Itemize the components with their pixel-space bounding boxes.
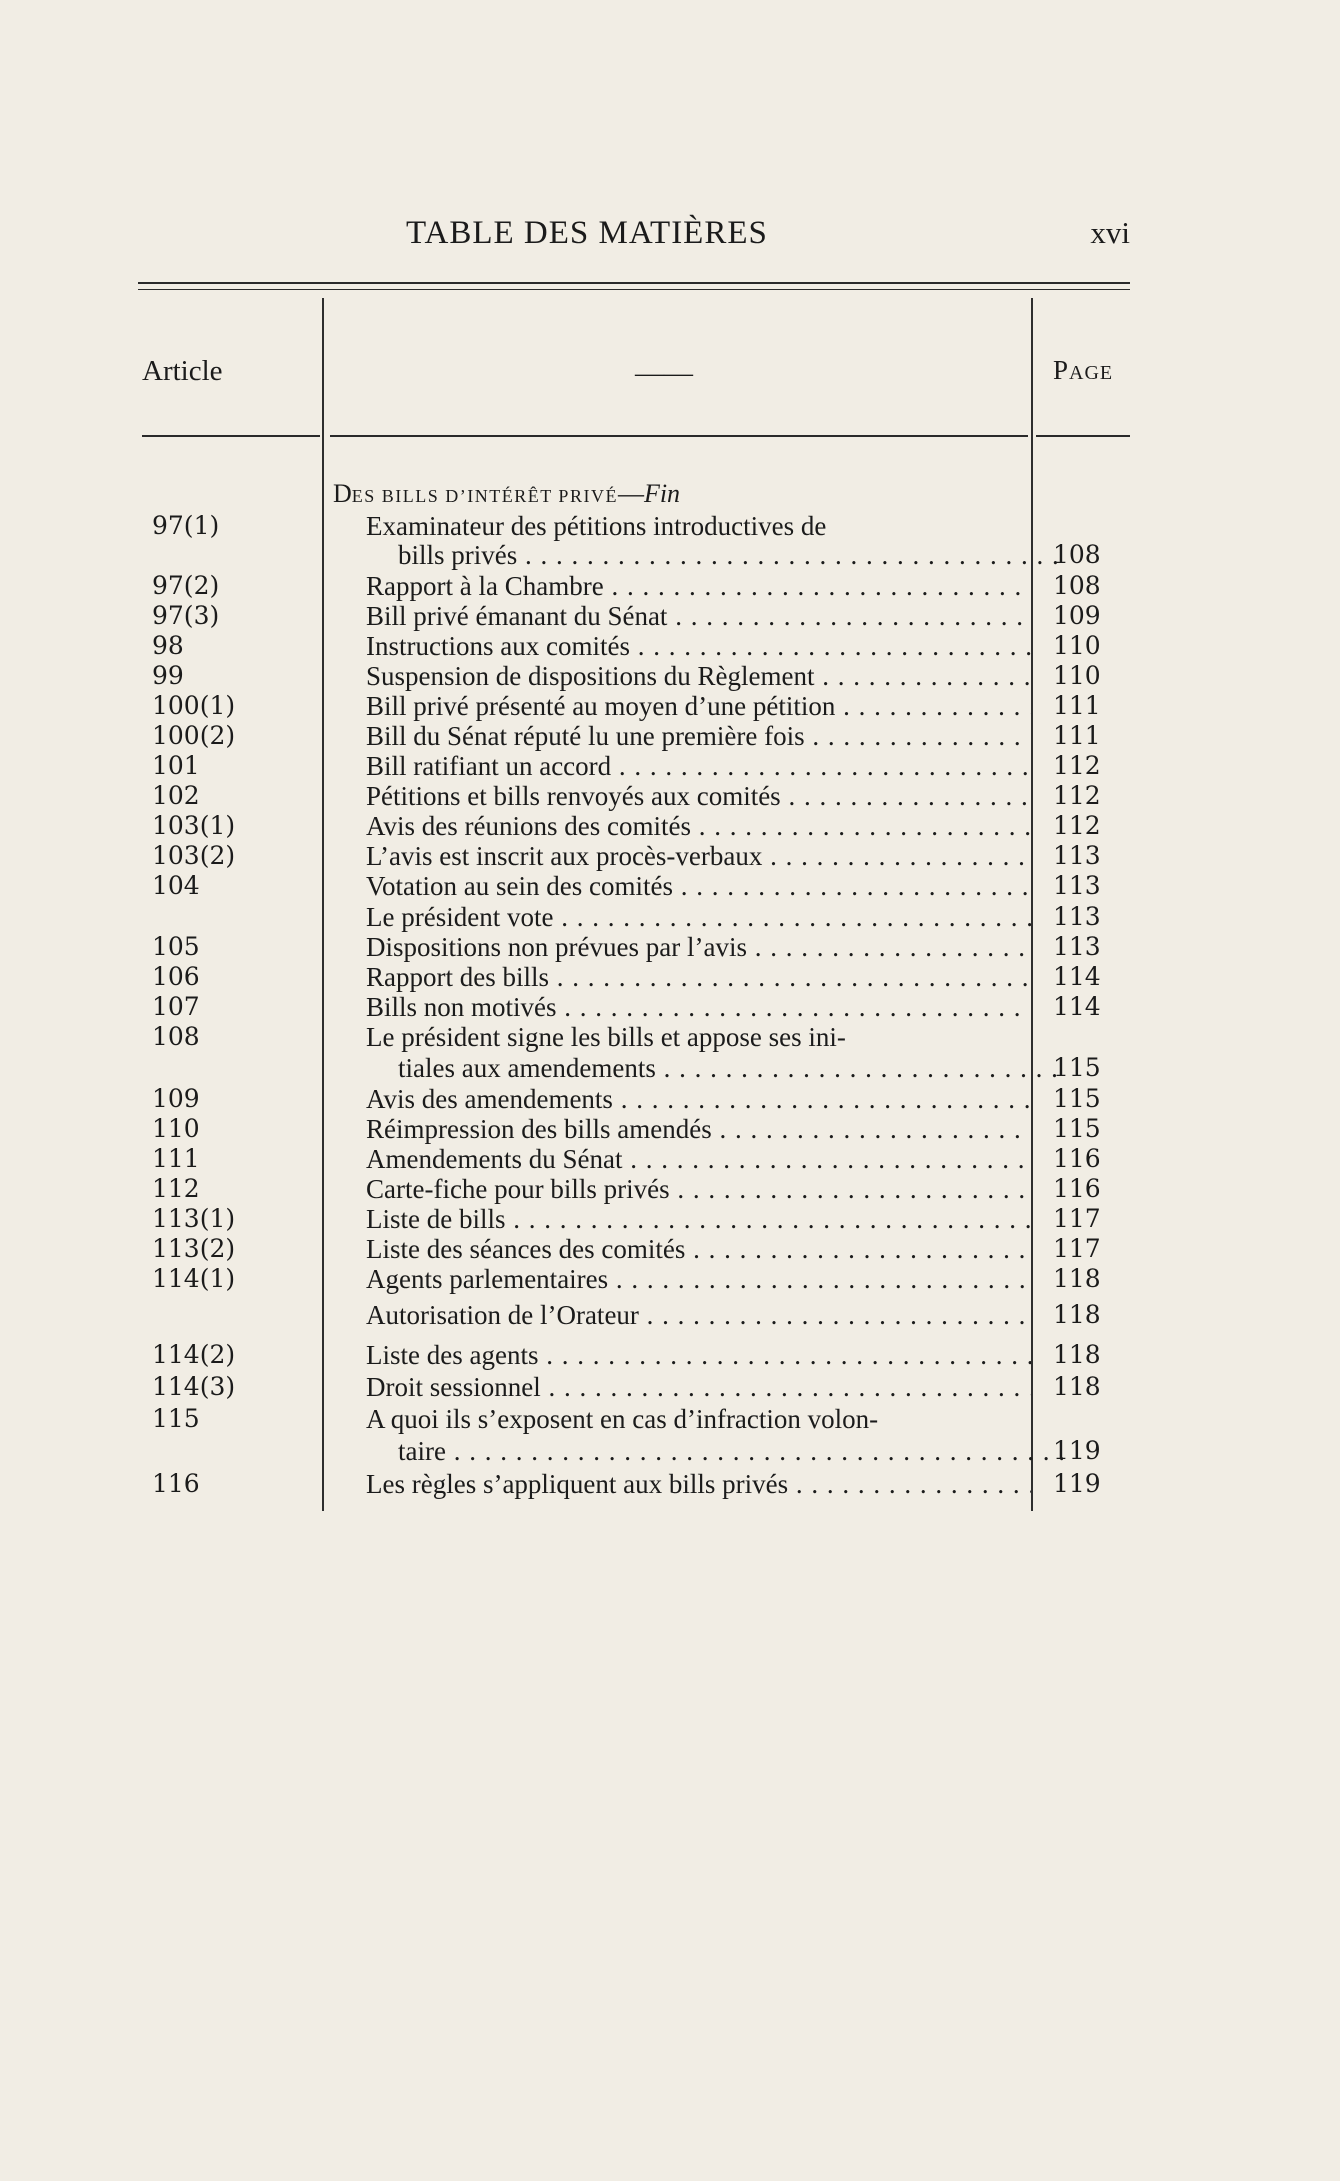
toc-article-number: 103(2) xyxy=(152,841,236,870)
toc-page-number: 112 xyxy=(1053,781,1101,810)
toc-article-number: 100(2) xyxy=(152,721,236,750)
toc-entry-title xyxy=(366,781,1031,812)
toc-entry-title xyxy=(366,1144,1031,1175)
dot-leader xyxy=(691,811,1031,841)
toc-entry-text: Autorisation de l’Orateur xyxy=(366,1300,639,1330)
toc-entry-text: bills privés xyxy=(398,540,518,570)
toc-entry-title xyxy=(366,1264,1031,1295)
toc-entry-continuation xyxy=(398,1053,1063,1084)
toc-entry-continuation xyxy=(398,540,1063,571)
toc-entry-text: Réimpression des bills amendés xyxy=(366,1114,712,1144)
toc-entry-text: Examinateur des pétitions introductives de xyxy=(366,511,827,541)
toc-entry-text: Carte-fiche pour bills privés xyxy=(366,1174,670,1204)
toc-page-number: 112 xyxy=(1053,811,1101,840)
toc-entry-title xyxy=(366,1084,1031,1115)
page-header-rest: AGE xyxy=(1069,362,1114,384)
toc-page-number: 115 xyxy=(1053,1053,1101,1082)
dot-leader xyxy=(613,1084,1031,1114)
toc-entry-title xyxy=(366,601,1031,632)
toc-page-number: 115 xyxy=(1053,1114,1101,1143)
toc-article-number: 114(2) xyxy=(152,1340,236,1369)
toc-entry-text: Liste des séances des comités xyxy=(366,1234,686,1264)
toc-page-number: 113 xyxy=(1053,841,1101,870)
toc-entry-text: Bill privé émanant du Sénat xyxy=(366,601,668,631)
toc-article-number: 113(2) xyxy=(152,1234,236,1263)
dot-leader xyxy=(805,721,1031,751)
toc-entry-text: Amendements du Sénat xyxy=(366,1144,623,1174)
section-heading-text: ES BILLS D’INTÉRÊT PRIVÉ xyxy=(351,486,618,506)
toc-article-number: 115 xyxy=(152,1404,200,1433)
toc-article-number: 100(1) xyxy=(152,691,236,720)
toc-article-number: 97(3) xyxy=(152,601,220,630)
toc-page-number: 117 xyxy=(1053,1234,1101,1263)
toc-entry-title xyxy=(366,902,1031,933)
toc-page-number: 110 xyxy=(1053,631,1101,660)
toc-page-number: 113 xyxy=(1053,902,1101,931)
page-header-initial: P xyxy=(1053,355,1070,385)
dot-leader xyxy=(747,932,1031,962)
page-number: xvi xyxy=(1090,215,1130,250)
header-double-rule xyxy=(138,282,1130,290)
toc-article-number: 113(1) xyxy=(152,1204,236,1233)
dot-leader xyxy=(667,601,1031,631)
toc-entry-continuation xyxy=(398,1436,1063,1467)
toc-page-number: 118 xyxy=(1053,1300,1101,1329)
dot-leader xyxy=(673,871,1031,901)
toc-page-number: 111 xyxy=(1053,691,1101,720)
toc-page-number: 116 xyxy=(1053,1174,1101,1203)
dot-leader xyxy=(553,902,1031,932)
toc-entry-text: Rapport à la Chambre xyxy=(366,571,604,601)
toc-entry-text: Bill ratifiant un accord xyxy=(366,751,612,781)
toc-entry-title xyxy=(366,962,1031,993)
toc-article-number: 105 xyxy=(152,932,200,961)
dot-leader xyxy=(656,1053,1063,1083)
toc-entry-text: Suspension de dispositions du Règlement xyxy=(366,661,815,691)
toc-entry-title xyxy=(366,511,1031,542)
toc-entry-title xyxy=(366,691,1031,722)
column-header-dash: —— xyxy=(635,357,693,389)
section-heading-initial: D xyxy=(333,479,352,508)
toc-entry-title xyxy=(366,871,1031,902)
toc-entry-text: Pétitions et bills renvoyés aux comités xyxy=(366,781,781,811)
column-divider-right xyxy=(1031,298,1033,1511)
toc-entry-title xyxy=(366,751,1031,782)
toc-page-number: 119 xyxy=(1053,1469,1101,1498)
toc-entry-title xyxy=(366,841,1031,872)
toc-entry-title xyxy=(366,721,1031,752)
toc-article-number: 101 xyxy=(152,751,200,780)
toc-entry-text: Liste de bills xyxy=(366,1204,506,1234)
toc-entry-title xyxy=(366,1234,1031,1265)
toc-entry-text: Instructions aux comités xyxy=(366,631,630,661)
toc-page-number: 118 xyxy=(1053,1264,1101,1293)
toc-entry-text: taire xyxy=(398,1436,446,1466)
toc-article-number: 109 xyxy=(152,1084,200,1113)
toc-article-number: 107 xyxy=(152,992,200,1021)
toc-article-number: 114(3) xyxy=(152,1372,236,1401)
column-header-article: Article xyxy=(142,355,223,387)
toc-page-number: 115 xyxy=(1053,1084,1101,1113)
toc-entry-title xyxy=(366,661,1031,692)
dot-leader xyxy=(541,1372,1031,1402)
dot-leader xyxy=(549,962,1031,992)
dot-leader xyxy=(670,1174,1031,1204)
toc-entry-text: Bills non motivés xyxy=(366,992,557,1022)
toc-entry-title xyxy=(366,811,1031,842)
toc-entry-text: Bill privé présenté au moyen d’une pétition xyxy=(366,691,836,721)
toc-page-number: 110 xyxy=(1053,661,1101,690)
toc-entry-title xyxy=(366,1114,1031,1145)
dot-leader xyxy=(608,1264,1031,1294)
toc-entry-text: Dispositions non prévues par l’avis xyxy=(366,932,747,962)
running-head xyxy=(138,215,1130,255)
toc-entry-text: tiales aux amendements xyxy=(398,1053,656,1083)
toc-entry-text: Rapport des bills xyxy=(366,962,549,992)
toc-article-number: 114(1) xyxy=(152,1264,236,1293)
toc-entry-title xyxy=(366,571,1031,602)
toc-entry-text: Avis des réunions des comités xyxy=(366,811,691,841)
toc-page-number: 113 xyxy=(1053,932,1101,961)
toc-entry-title xyxy=(366,1340,1031,1371)
toc-article-number: 97(1) xyxy=(152,511,220,540)
dot-leader xyxy=(630,631,1031,661)
toc-entry-title xyxy=(366,1174,1031,1205)
toc-page-number: 117 xyxy=(1053,1204,1101,1233)
dot-leader xyxy=(781,781,1031,811)
toc-article-number: 103(1) xyxy=(152,811,236,840)
toc-entry-text: L’avis est inscrit aux procès-verbaux xyxy=(366,841,763,871)
dot-leader xyxy=(762,841,1031,871)
toc-article-number: 97(2) xyxy=(152,571,220,600)
dot-leader xyxy=(604,571,1031,601)
header-rule-page xyxy=(1036,435,1130,437)
toc-entry-title xyxy=(366,1404,1031,1435)
dot-leader xyxy=(788,1469,1031,1499)
section-heading xyxy=(333,479,680,509)
toc-entry-title xyxy=(366,1372,1031,1403)
toc-article-number: 110 xyxy=(152,1114,200,1143)
toc-article-number: 116 xyxy=(152,1469,200,1498)
section-heading-fin: Fin xyxy=(643,479,681,508)
toc-page-number: 114 xyxy=(1053,992,1101,1021)
dot-leader xyxy=(538,1340,1031,1370)
toc-entry-title xyxy=(366,1469,1031,1500)
toc-article-number: 108 xyxy=(152,1022,200,1051)
dot-leader xyxy=(557,992,1031,1022)
toc-entry-title xyxy=(366,1300,1031,1331)
toc-entry-text: Avis des amendements xyxy=(366,1084,613,1114)
dot-leader xyxy=(622,1144,1031,1174)
toc-entry-text: Les règles s’appliquent aux bills privés xyxy=(366,1469,789,1499)
toc-page-number: 114 xyxy=(1053,962,1101,991)
toc-entry-text: A quoi ils s’exposent en cas d’infraction volon- xyxy=(366,1404,879,1434)
toc-page-number: 116 xyxy=(1053,1144,1101,1173)
toc-entry-text: Bill du Sénat réputé lu une première fois xyxy=(366,721,805,751)
toc-entry-text: Votation au sein des comités xyxy=(366,871,673,901)
toc-article-number: 104 xyxy=(152,871,200,900)
toc-entry-title xyxy=(366,1022,1031,1053)
toc-page-number: 113 xyxy=(1053,871,1101,900)
header-rule-title xyxy=(330,435,1028,437)
dot-leader xyxy=(446,1436,1063,1466)
toc-entry-text: Agents parlementaires xyxy=(366,1264,609,1294)
toc-entry-text: Liste des agents xyxy=(366,1340,539,1370)
dot-leader xyxy=(639,1300,1031,1330)
column-divider-left xyxy=(322,298,324,1511)
toc-article-number: 106 xyxy=(152,962,200,991)
dot-leader xyxy=(815,661,1032,691)
toc-page-number: 112 xyxy=(1053,751,1101,780)
toc-page-number: 109 xyxy=(1053,601,1101,630)
toc-entry-text: Le président vote xyxy=(366,902,554,932)
toc-page-number: 118 xyxy=(1053,1372,1101,1401)
toc-entry-title xyxy=(366,631,1031,662)
dot-leader xyxy=(712,1114,1031,1144)
toc-article-number: 98 xyxy=(152,631,184,660)
toc-entry-text: Le président signe les bills et appose ses ini- xyxy=(366,1022,846,1052)
toc-page-number: 108 xyxy=(1053,571,1101,600)
toc-entry-title xyxy=(366,992,1031,1023)
dot-leader xyxy=(685,1234,1031,1264)
dot-leader xyxy=(835,691,1031,721)
toc-page-number: 108 xyxy=(1053,540,1101,569)
toc-article-number: 99 xyxy=(152,661,184,690)
toc-entry-title xyxy=(366,932,1031,963)
header-rule-article xyxy=(142,435,320,437)
toc-page-number: 119 xyxy=(1053,1436,1101,1465)
toc-article-number: 111 xyxy=(152,1144,200,1173)
toc-article-number: 102 xyxy=(152,781,200,810)
toc-entry-title xyxy=(366,1204,1031,1235)
toc-entry-text: Droit sessionnel xyxy=(366,1372,541,1402)
toc-page-number: 111 xyxy=(1053,721,1101,750)
toc-page-number: 118 xyxy=(1053,1340,1101,1369)
dot-leader xyxy=(505,1204,1031,1234)
toc-article-number: 112 xyxy=(152,1174,200,1203)
dot-leader xyxy=(517,540,1063,570)
dot-leader xyxy=(611,751,1031,781)
page-title: TABLE DES MATIÈRES xyxy=(406,215,768,251)
section-heading-dash: — xyxy=(617,479,644,508)
